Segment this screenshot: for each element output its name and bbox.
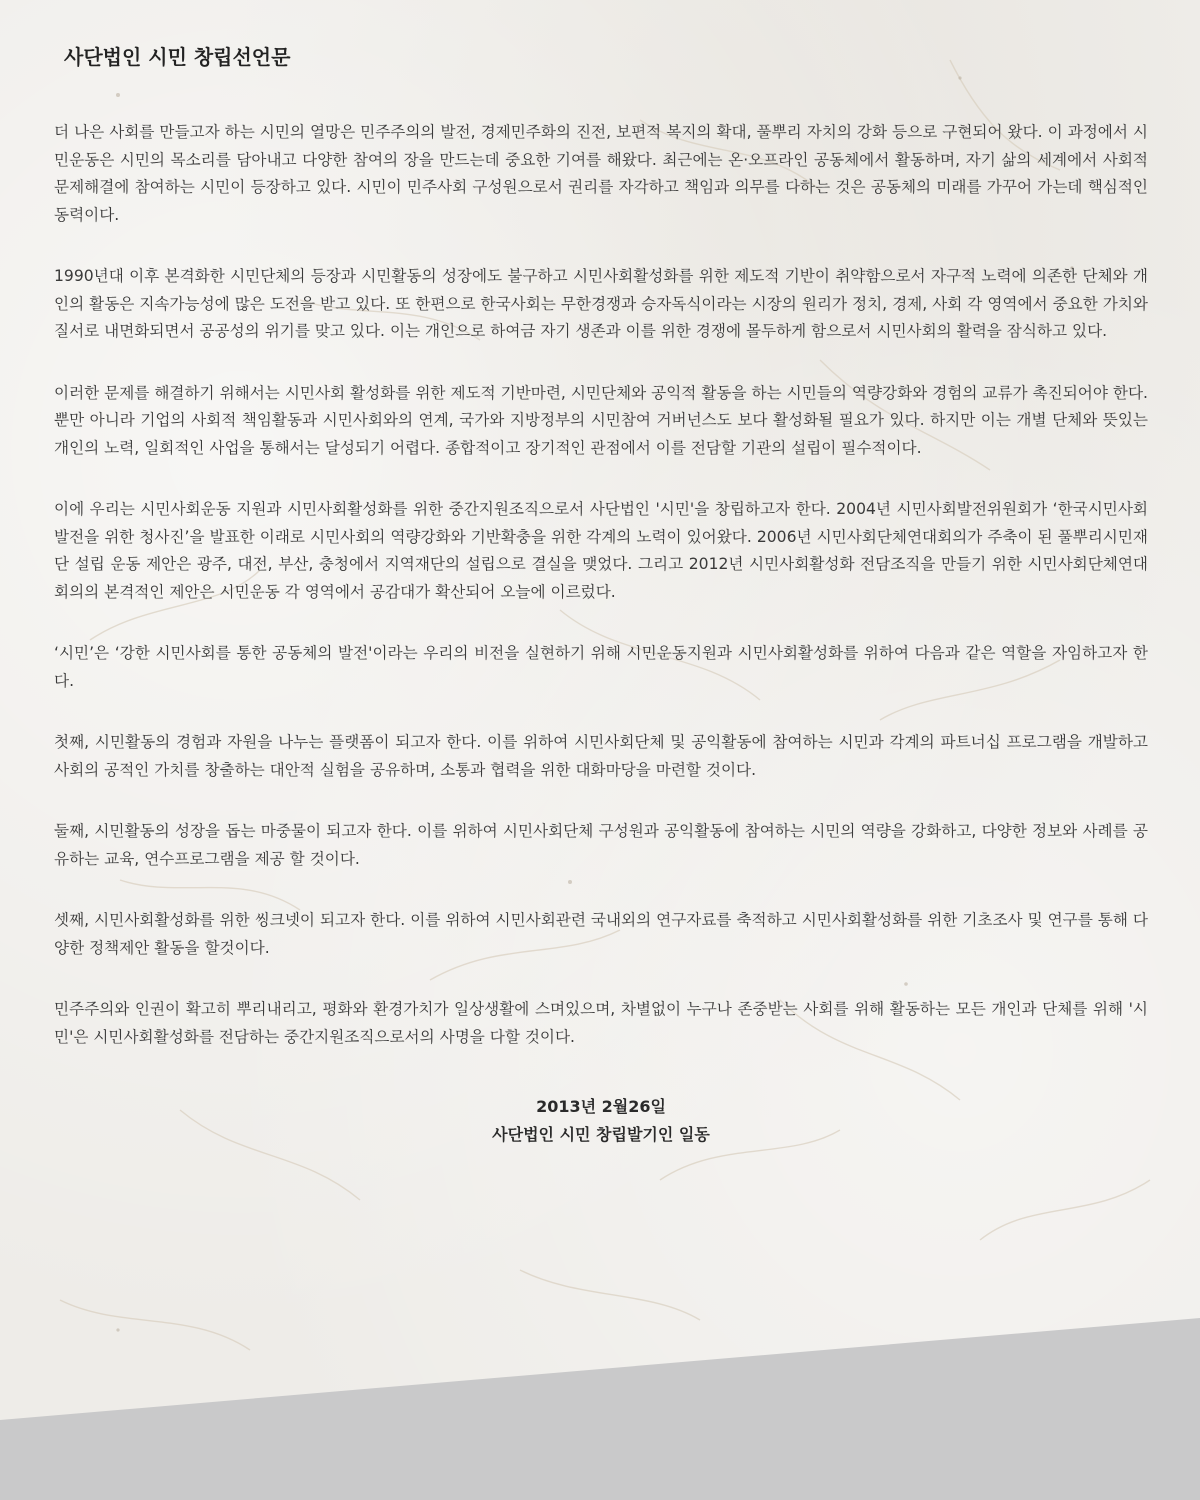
paragraph-5: ‘시민’은 ‘강한 시민사회를 통한 공동체의 발전'이라는 우리의 비전을 실현하기 위해 시민운동지원과 시민사회활성화를 위하여 다음과 같은 역할을 자임하고자 한다. — [54, 644, 1148, 690]
paragraph-9: 민주주의와 인권이 확고히 뿌리내리고, 평화와 환경가치가 일상생활에 스며있으며, 차별없이 누구나 존중받는 사회를 위해 활동하는 모든 개인과 단체를 위해 '시민'은 시민사회활성화를 전담하는 중간지원조직으로서의 사명을 다할 것이다. — [54, 1000, 1148, 1046]
paragraph-4: 이에 우리는 시민사회운동 지원과 시민사회활성화를 위한 중간지원조직으로서 사단법인 '시민'을 창립하고자 한다. 2004년 시민사회발전위원회가 ‘한국시민사회발전을 위한 청사진’을 발표한 이래로 시민사회의 역량강화와 기반확충을 위한 각계의 노력이 있어왔다. 2006년 시민사회단체연대회의가 주축이 된 풀뿌리시민재단 설립 운동 제안은 광주, 대전, 부산, 충청에서 지역재단의 설립으로 결실을 맺었다. 그리고 2012년 시민사회활성화 전담조직을 만들기 위한 시민사회단체연대회의의 본격적인 제안은 시민운동 각 영역에서 공감대가 확산되어 오늘에 이르렀다. — [54, 500, 1148, 601]
paragraph-2: 1990년대 이후 본격화한 시민단체의 등장과 시민활동의 성장에도 불구하고 시민사회활성화를 위한 제도적 기반이 취약함으로서 자구적 노력에 의존한 단체와 개인의 활동은 지속가능성에 많은 도전을 받고 있다. 또 한편으로 한국사회는 무한경쟁과 승자독식이라는 시장의 원리가 정치, 경제, 사회 각 영역에서 중요한 가치와 질서로 내면화되면서 공공성의 위기를 맞고 있다. 이는 개인으로 하여금 자기 생존과 이를 위한 경쟁에 몰두하게 함으로서 시민사회의 활력을 잠식하고 있다. — [54, 267, 1148, 340]
declaration-date: 2013년 2월26일 — [536, 1097, 666, 1116]
paragraph-1: 더 나은 사회를 만들고자 하는 시민의 열망은 민주주의의 발전, 경제민주화의 진전, 보편적 복지의 확대, 풀뿌리 자치의 강화 등으로 구현되어 왔다. 이 과정에서 시민운동은 시민의 목소리를 담아내고 다양한 참여의 장을 만드는데 중요한 기여를 해왔다. 최근에는 온·오프라인 공동체에서 활동하며, 자기 삶의 세계에서 사회적 문제해결에 참여하는 시민이 등장하고 있다. 시민이 민주사회 구성원으로서 권리를 자각하고 책임과 의무를 다하는 것은 공동체의 미래를 가꾸어 가는데 핵심적인 동력이다. — [54, 123, 1148, 224]
paragraph-7: 둘째, 시민활동의 성장을 돕는 마중물이 되고자 한다. 이를 위하여 시민사회단체 구성원과 공익활동에 참여하는 시민의 역량을 강화하고, 다양한 정보와 사례를 공유하는 교육, 연수프로그램을 제공 할 것이다. — [54, 822, 1148, 868]
signature-block — [54, 1093, 1148, 1149]
paragraph-3: 이러한 문제를 해결하기 위해서는 시민사회 활성화를 위한 제도적 기반마련, 시민단체와 공익적 활동을 하는 시민들의 역량강화와 경험의 교류가 촉진되어야 한다. 뿐만 아니라 기업의 사회적 책임활동과 시민사회와의 연계, 국가와 지방정부의 시민참여 거버넌스도 보다 활성화될 필요가 있다. 하지만 이는 개별 단체와 뜻있는 개인의 노력, 일회적인 사업을 통해서는 달성되기 어렵다. 종합적이고 장기적인 관점에서 이를 전담할 기관의 설립이 필수적이다. — [54, 383, 1148, 457]
paragraph-8: 셋째, 시민사회활성화를 위한 씽크넷이 되고자 한다. 이를 위하여 시민사회관련 국내외의 연구자료를 축적하고 시민사회활성화를 위한 기초조사 및 연구를 통해 다양한 정책제안 활동을 할것이다. — [54, 911, 1148, 957]
paragraph-6: 첫째, 시민활동의 경험과 자원을 나누는 플랫폼이 되고자 한다. 이를 위하여 시민사회단체 및 공익활동에 참여하는 시민과 각계의 파트너십 프로그램을 개발하고 사회의 공적인 가치를 창출하는 대안적 실험을 공유하며, 소통과 협력을 위한 대화마당을 마련할 것이다. — [54, 733, 1148, 779]
signatory: 사단법인 시민 창립발기인 일동 — [492, 1125, 710, 1144]
declaration-document — [54, 40, 1148, 1149]
document-title: 사단법인 시민 창립선언문 — [64, 45, 291, 69]
